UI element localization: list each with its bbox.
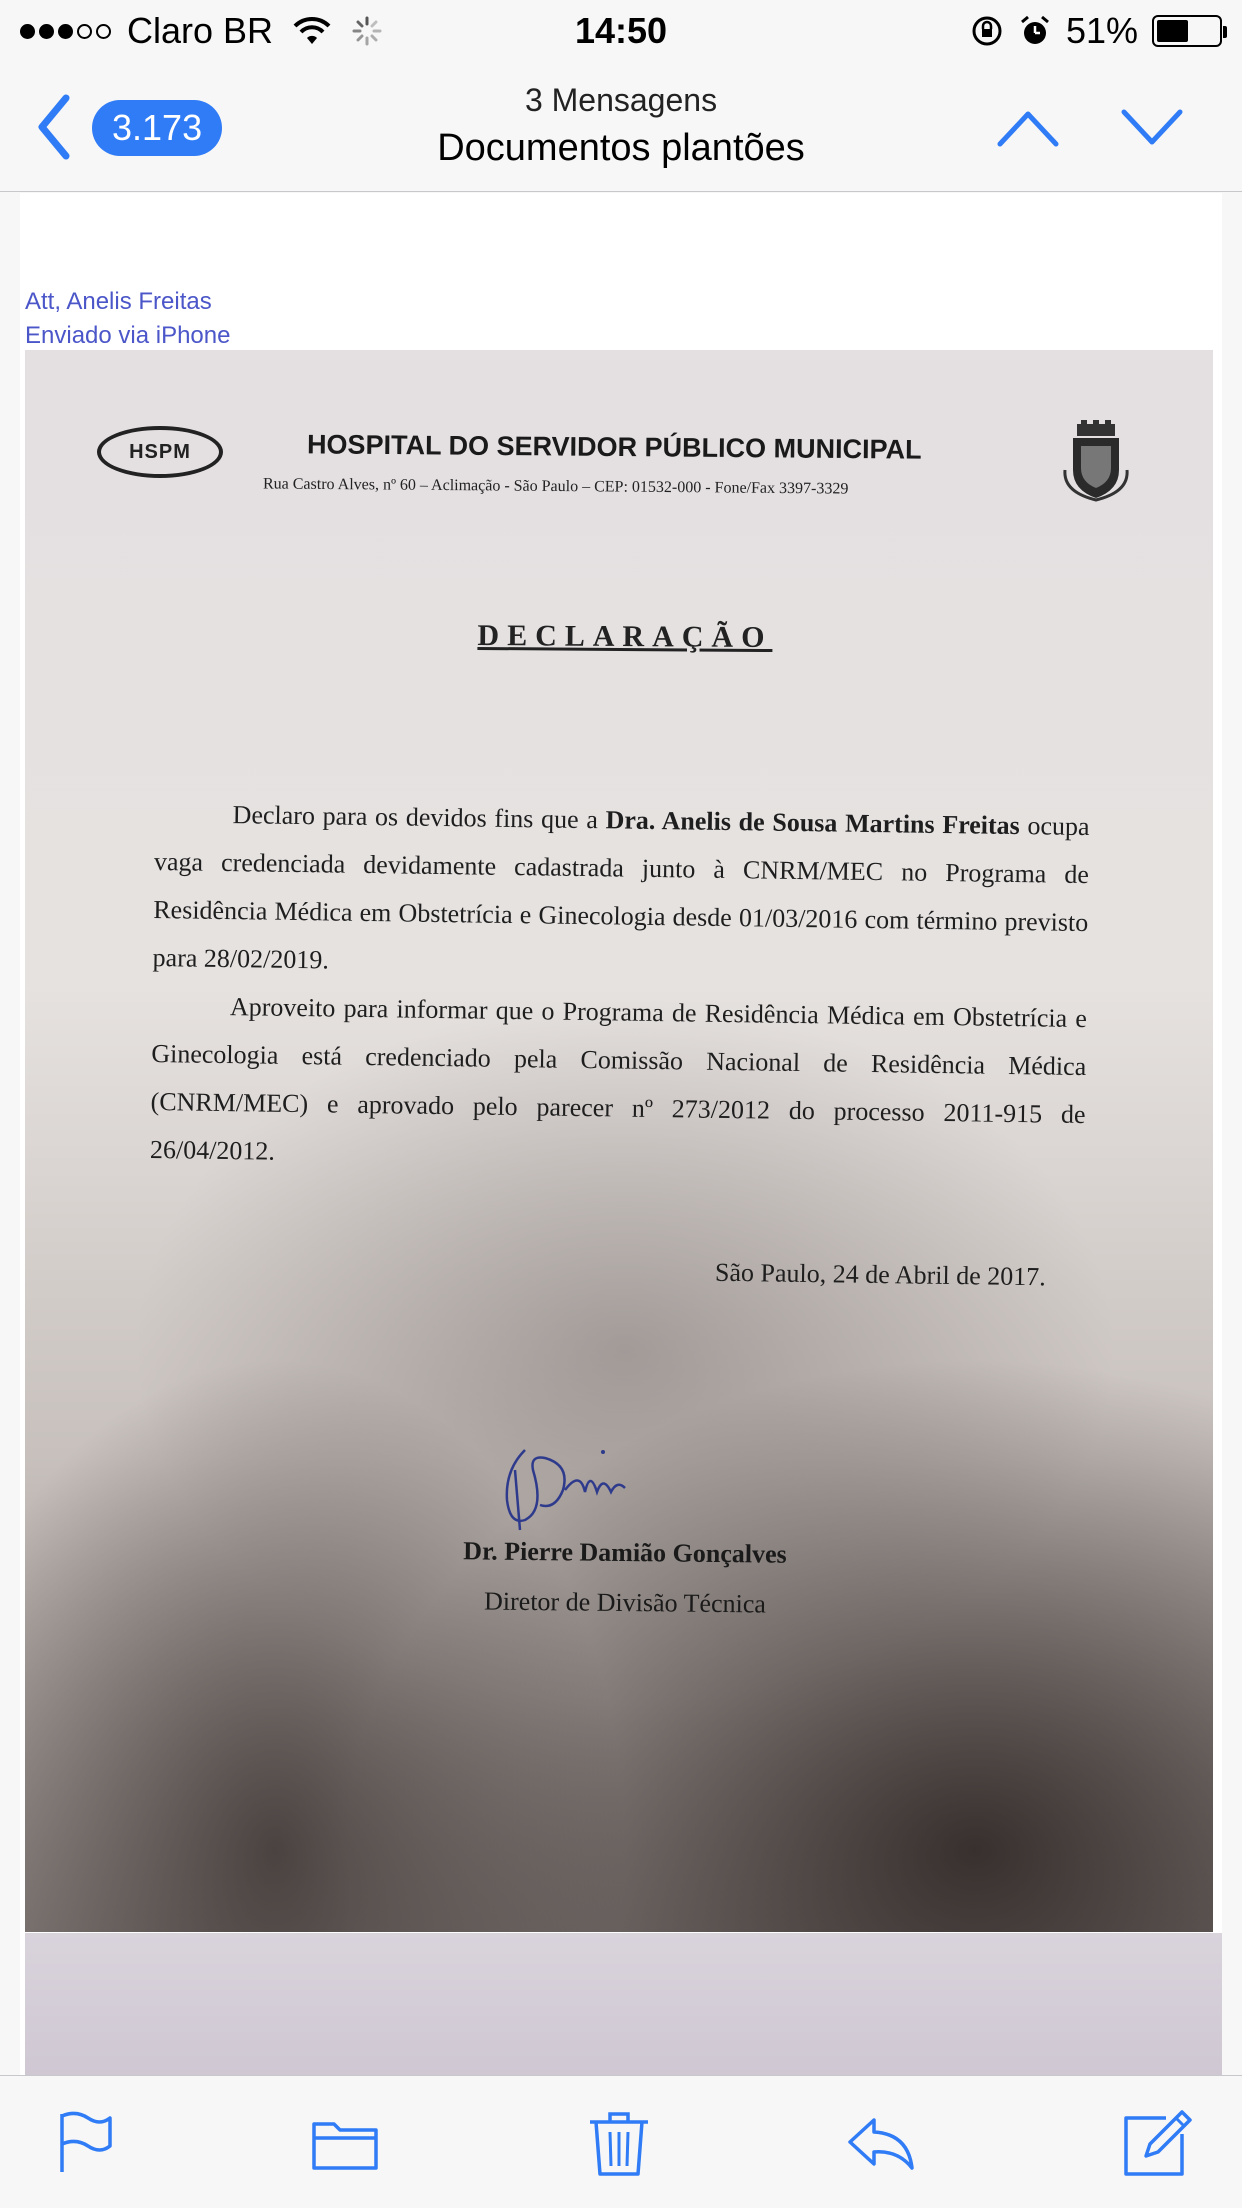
mailbox-count-button[interactable]: 3.173 (92, 100, 222, 156)
previous-message-chevron-up-icon[interactable] (996, 102, 1060, 152)
second-attachment-photo[interactable] (25, 1933, 1222, 2075)
document-paragraph-1: Declaro para os devidos fins que a Dra. Anelis de Sousa Martins Freitas ocupa vaga credenciada devidamente cadastrada junto à CNRM/MEC no Programa de Residência Médica em Obstetrícia e Ginecologia desde 01/03/2016 com término previsto para 28/02/2019. (152, 800, 1090, 975)
handwritten-signature (485, 1430, 705, 1540)
document-paragraph-2: Aproveito para informar que o Programa de Residência Médica em Obstetrícia e Ginecologia está credenciado pela Comissão Nacional de Residência Médica (CNRM/MEC) e aprovado pelo parecer nº 273/2012 do processo 2011-915 de 26/04/2012. (149, 992, 1088, 1166)
document-title: DECLARAÇÃO (477, 618, 773, 655)
attachment-photo[interactable] (25, 350, 1213, 1932)
orientation-lock-icon (970, 14, 1004, 48)
hospital-logo: HSPM (97, 426, 223, 478)
hospital-name: HOSPITAL DO SERVIDOR PÚBLICO MUNICIPAL (306, 429, 922, 465)
trash-button[interactable] (584, 2108, 654, 2178)
move-to-folder-button[interactable] (310, 2108, 380, 2178)
email-signature (25, 285, 230, 353)
signer-role: Diretor de Divisão Técnica (483, 1586, 767, 1619)
email-body[interactable] (20, 193, 1222, 2075)
message-count-subtitle: 3 Mensagens (524, 82, 718, 118)
battery-icon (1152, 15, 1222, 47)
battery-percent: 51% (1065, 10, 1138, 51)
flag-button[interactable] (52, 2108, 122, 2178)
compose-button[interactable] (1122, 2108, 1192, 2178)
document-date: São Paulo, 24 de Abril de 2017. (714, 1257, 1046, 1292)
reply-icon (846, 2108, 916, 2178)
trash-icon (584, 2108, 654, 2178)
resident-name: Dra. Anelis de Sousa Martins Freitas (605, 805, 1021, 841)
status-right (970, 10, 1222, 52)
thread-title: Documentos plantões (437, 127, 805, 169)
nav-bar (0, 62, 1242, 192)
city-crest-icon (1063, 420, 1129, 502)
alarm-icon (1018, 14, 1052, 48)
carrier-name: Claro BR (127, 10, 274, 51)
document-body (150, 790, 1090, 1187)
flag-icon (52, 2108, 122, 2178)
signer-name: Dr. Pierre Damião Gonçalves (463, 1536, 787, 1569)
signature-line-sent-via: Enviado via iPhone (25, 322, 231, 349)
hospital-address: Rua Castro Alves, nº 60 – Aclimação - São Paulo – CEP: 01532-000 - Fone/Fax 3397-3329 (262, 475, 849, 498)
status-bar (0, 0, 1242, 62)
next-message-chevron-down-icon[interactable] (1120, 102, 1184, 152)
bottom-toolbar (0, 2075, 1242, 2208)
reply-button[interactable] (846, 2108, 916, 2178)
compose-icon (1122, 2108, 1192, 2178)
status-time: 14:50 (574, 10, 668, 51)
signature-line-att: Att, Anelis Freitas (25, 288, 212, 315)
folder-icon (310, 2108, 380, 2178)
battery-fill (1157, 20, 1188, 42)
